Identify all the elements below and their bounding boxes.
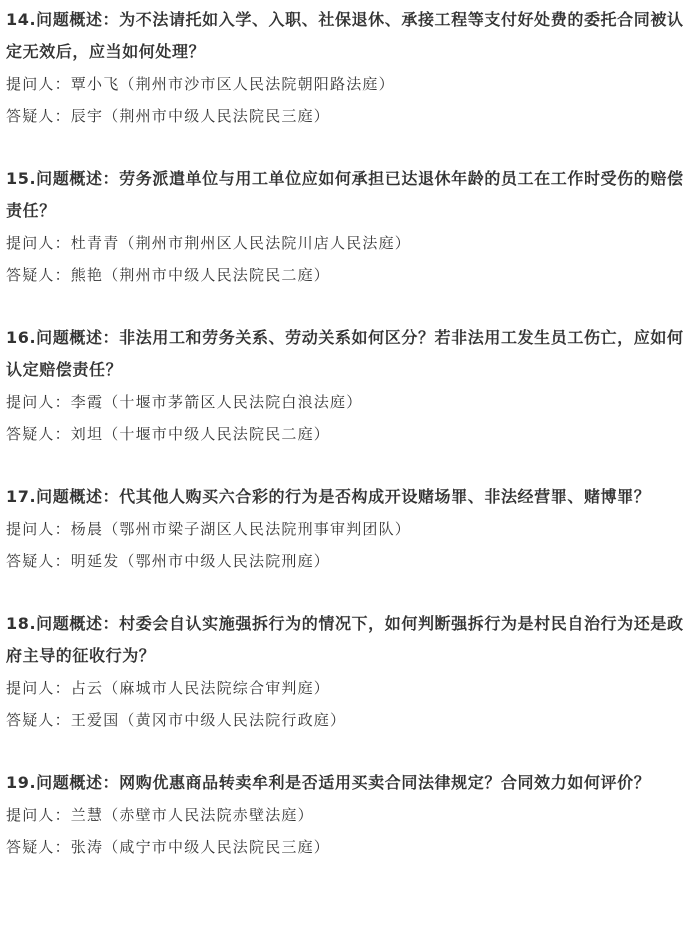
qa-item-15 (6, 163, 684, 291)
question-summary: 16.问题概述：非法用工和劳务关系、劳动关系如何区分？若非法用工发生员工伤亡，应如何认定赔偿责任？ (6, 328, 684, 379)
asker-line: 提问人：占云（麻城市人民法院综合审判庭） (6, 679, 331, 697)
asker-line: 提问人：李霞（十堰市茅箭区人民法院白浪法庭） (6, 393, 363, 411)
asker-line: 提问人：杜青青（荆州市荆州区人民法院川店人民法庭） (6, 234, 412, 252)
question-summary: 15.问题概述：劳务派遣单位与用工单位应如何承担已达退休年龄的员工在工作时受伤的赔偿责任？ (6, 169, 684, 220)
answerer-line: 答疑人：张涛（咸宁市中级人民法院民三庭） (6, 838, 331, 856)
answerer-line: 答疑人：王爱国（黄冈市中级人民法院行政庭） (6, 711, 347, 729)
qa-item-16 (6, 322, 684, 450)
asker-line: 提问人：覃小飞（荆州市沙市区人民法院朝阳路法庭） (6, 75, 395, 93)
answerer-line: 答疑人：明延发（鄂州市中级人民法院刑庭） (6, 552, 331, 570)
question-summary: 19.问题概述：网购优惠商品转卖牟利是否适用买卖合同法律规定？合同效力如何评价？ (6, 773, 651, 792)
question-summary: 17.问题概述：代其他人购买六合彩的行为是否构成开设赌场罪、非法经营罪、赌博罪？ (6, 487, 651, 506)
question-summary: 18.问题概述：村委会自认实施强拆行为的情况下，如何判断强拆行为是村民自治行为还是政府主导的征收行为？ (6, 614, 684, 665)
answerer-line: 答疑人：熊艳（荆州市中级人民法院民二庭） (6, 266, 331, 284)
qa-item-18 (6, 608, 684, 736)
question-summary: 14.问题概述：为不法请托如入学、入职、社保退休、承接工程等支付好处费的委托合同被认定无效后，应当如何处理？ (6, 10, 684, 61)
asker-line: 提问人：杨晨（鄂州市梁子湖区人民法院刑事审判团队） (6, 520, 412, 538)
qa-item-17 (6, 481, 684, 577)
asker-line: 提问人：兰慧（赤壁市人民法院赤壁法庭） (6, 806, 314, 824)
qa-item-14 (6, 4, 684, 132)
answerer-line: 答疑人：刘坦（十堰市中级人民法院民二庭） (6, 425, 331, 443)
answerer-line: 答疑人：辰宇（荆州市中级人民法院民三庭） (6, 107, 331, 125)
qa-item-19 (6, 767, 684, 863)
